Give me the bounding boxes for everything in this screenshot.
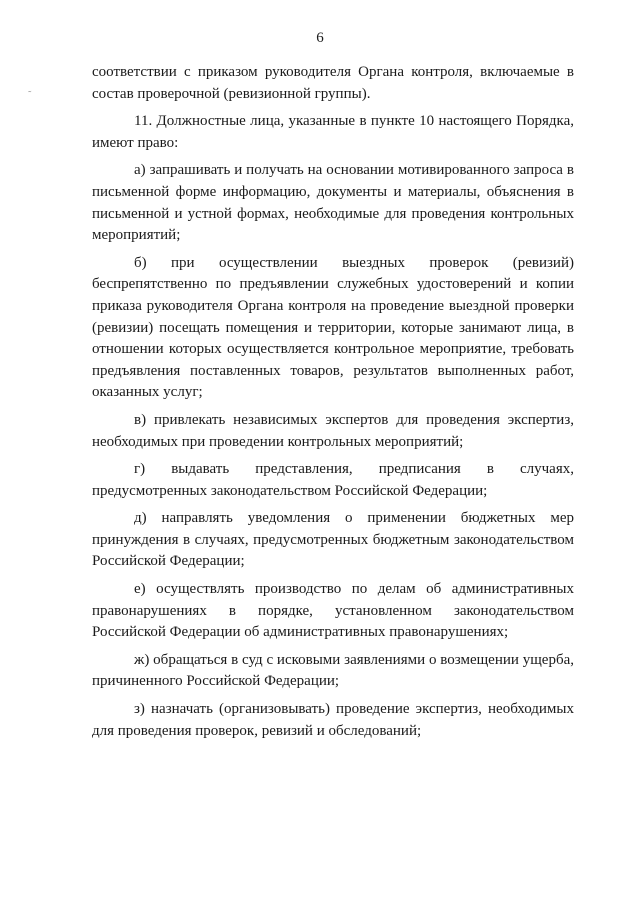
paragraph-subitem-a: а) запрашивать и получать на основании мотивированного запроса в письменной форме информацию, документы и материалы, объяснения в письменной и устной формах, необходимые для проведения контрольных мероприятий; xyxy=(92,162,574,244)
document-body xyxy=(92,62,574,748)
paragraph-continuation: соответствии с приказом руководителя Органа контроля, включаемые в состав проверочной (ревизионной группы). xyxy=(92,64,574,102)
paragraph-subitem-zh: ж) обращаться в суд с исковыми заявлениями о возмещении ущерба, причиненного Российской Федерации; xyxy=(92,651,574,690)
margin-mark: ˜ xyxy=(28,90,32,101)
paragraph-subitem-b: б) при осуществлении выездных проверок (ревизий) беспрепятственно по предъявлении служебных удостоверений и копии приказа руководителя Органа контроля на проведение выездной проверки (ревизии) посещать помещения и территории, которые занимают лица, в отношении которых осуществляется контрольное мероприятие, требовать предъявления поставленных товаров, результатов выполненных работ, оказанных услуг; xyxy=(92,254,574,401)
paragraph-subitem-d: д) направлять уведомления о применении бюджетных мер принуждения в случаях, предусмотренных бюджетным законодательством Российской Федерации; xyxy=(92,510,574,570)
paragraph-subitem-g: г) выдавать представления, предписания в случаях, предусмотренных законодательством Российской Федерации; xyxy=(92,461,574,499)
page-number: 6 xyxy=(316,30,324,46)
paragraph-item-11: 11. Должностные лица, указанные в пункте 10 настоящего Порядка, имеют право: xyxy=(92,113,574,151)
paragraph-subitem-v: в) привлекать независимых экспертов для проведения экспертиз, необходимых при проведении контрольных мероприятий; xyxy=(92,411,574,450)
paragraph-subitem-z: з) назначать (организовывать) проведение экспертиз, необходимых для проведения проверок, ревизий и обследований; xyxy=(92,701,574,739)
paragraph-subitem-e: е) осуществлять производство по делам об административных правонарушениях в порядке, установленном законодательством Российской Федерации об административных правонарушениях; xyxy=(92,581,574,641)
